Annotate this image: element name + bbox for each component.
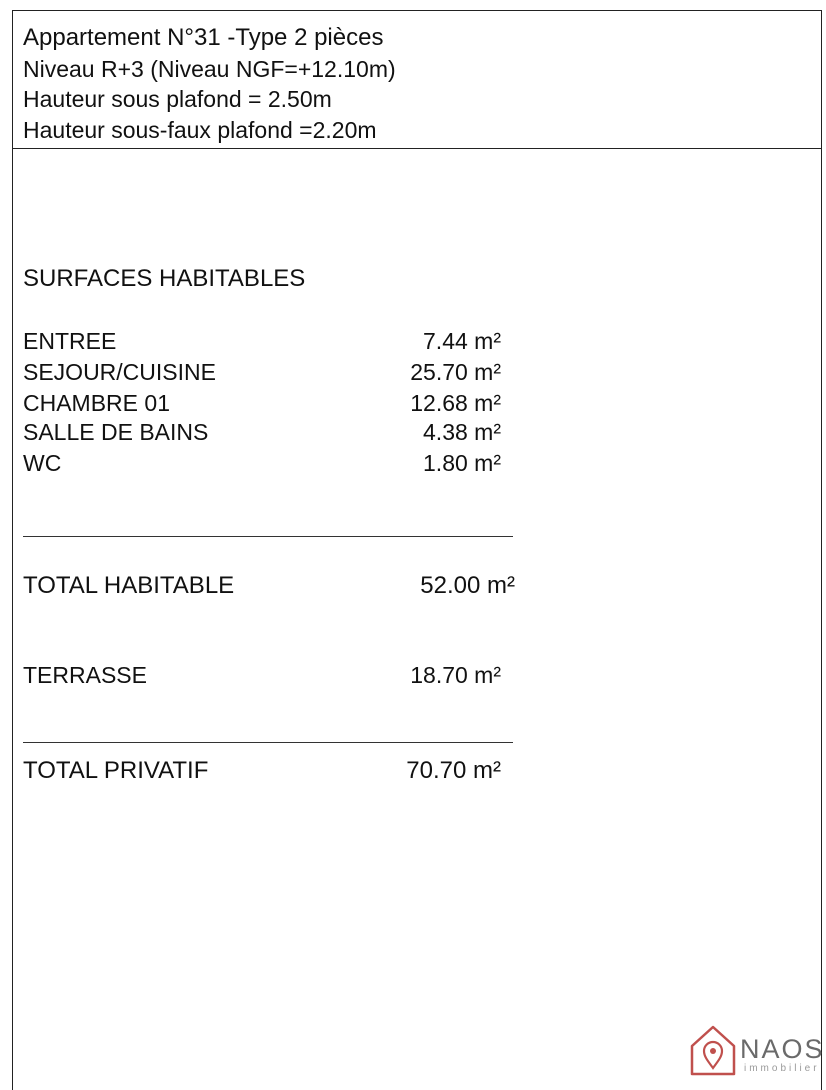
total-habitable-row xyxy=(23,572,515,602)
ceiling-height: Hauteur sous plafond = 2.50m xyxy=(23,86,332,112)
naos-logo xyxy=(688,1020,826,1080)
room-label: SALLE DE BAINS xyxy=(23,419,209,445)
total-privatif-row xyxy=(23,757,501,787)
room-row-sejour xyxy=(23,359,501,389)
room-area: 12.68 m² xyxy=(410,390,501,416)
room-area: 25.70 m² xyxy=(410,359,501,385)
terrasse-row xyxy=(23,662,501,692)
apartment-title: Appartement N°31 -Type 2 pièces xyxy=(23,24,384,51)
apartment-header xyxy=(13,11,821,149)
room-area: 7.44 m² xyxy=(423,328,501,354)
room-area: 1.80 m² xyxy=(423,450,501,476)
logo-brand: NAOS xyxy=(740,1034,825,1064)
total-habitable-value: 52.00 m² xyxy=(420,572,515,599)
divider xyxy=(23,536,513,537)
room-row-entree xyxy=(23,328,501,358)
section-title: SURFACES HABITABLES xyxy=(23,265,306,292)
terrasse-label: TERRASSE xyxy=(23,662,147,688)
surface-sheet xyxy=(12,10,822,1090)
house-location-pin-icon xyxy=(688,1022,738,1078)
terrasse-value: 18.70 m² xyxy=(410,662,501,688)
logo-subtitle: immobilier xyxy=(744,1063,820,1074)
total-privatif-value: 70.70 m² xyxy=(406,757,501,784)
room-row-wc xyxy=(23,450,501,480)
room-area: 4.38 m² xyxy=(423,419,501,445)
room-label: CHAMBRE 01 xyxy=(23,390,170,416)
total-privatif-label: TOTAL PRIVATIF xyxy=(23,757,209,784)
room-row-chambre xyxy=(23,390,501,420)
divider xyxy=(23,742,513,743)
level-info: Niveau R+3 (Niveau NGF=+12.10m) xyxy=(23,55,396,82)
room-label: WC xyxy=(23,450,62,476)
room-label: ENTREE xyxy=(23,328,117,354)
false-ceiling-height: Hauteur sous-faux plafond =2.20m xyxy=(23,116,377,143)
total-habitable-label: TOTAL HABITABLE xyxy=(23,572,235,599)
room-label: SEJOUR/CUISINE xyxy=(23,359,216,385)
room-row-salle-de-bains xyxy=(23,419,501,449)
